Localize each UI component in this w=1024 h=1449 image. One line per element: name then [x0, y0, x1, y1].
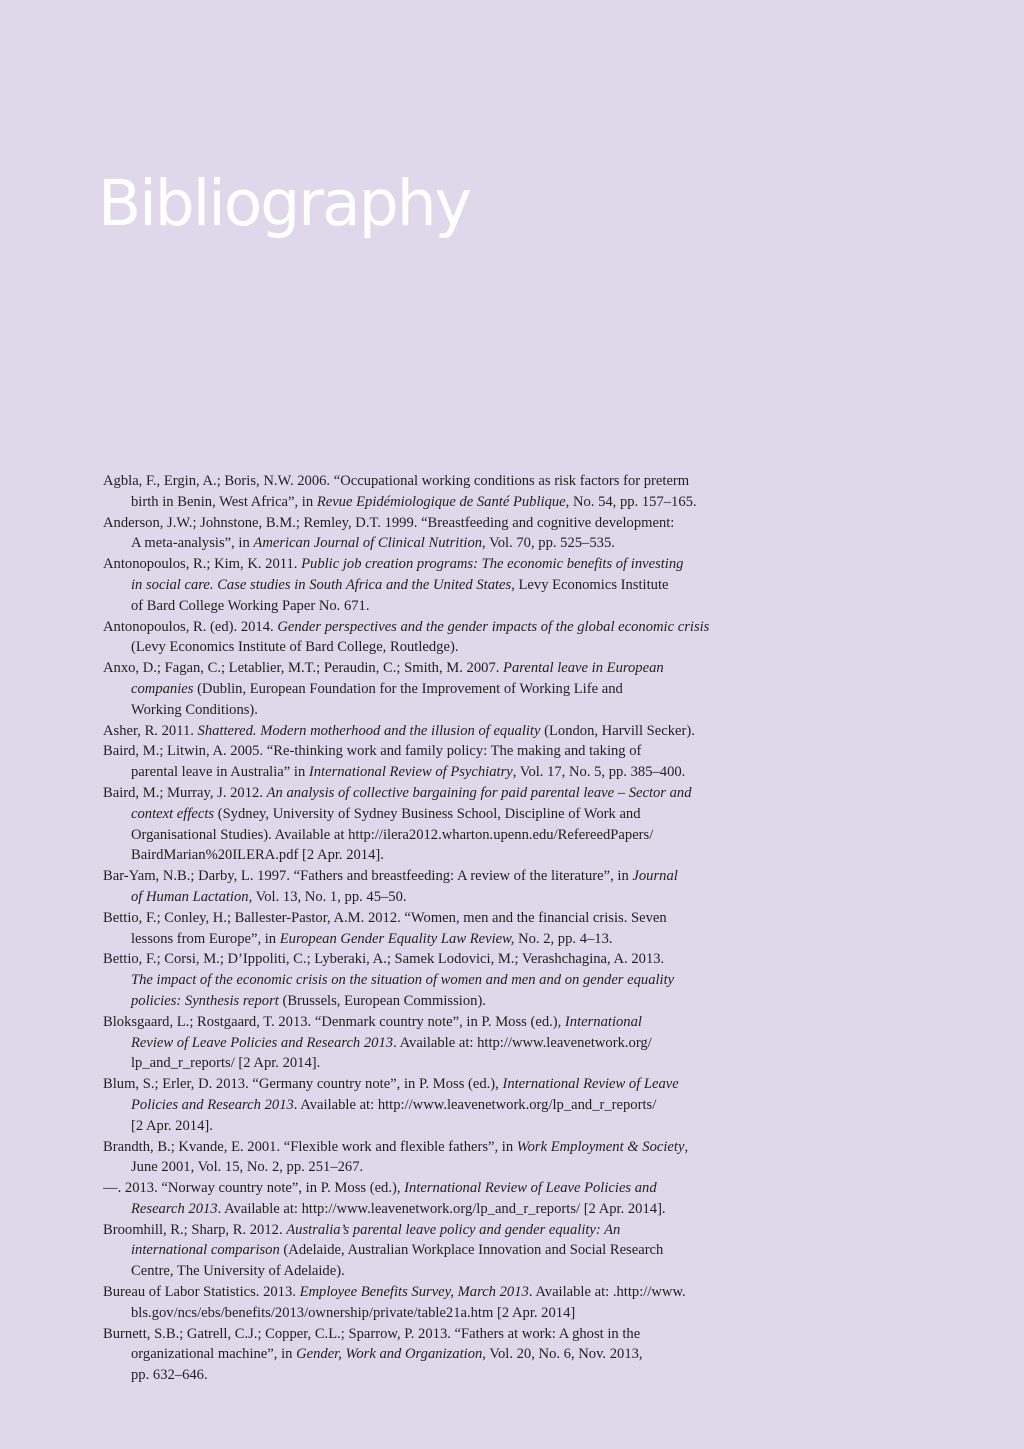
entry-line: [131, 1053, 763, 1074]
entry-text: Bureau of Labor Statistics. 2013.: [103, 1284, 300, 1301]
entry-title-text: Employee Benefits Survey, March 2013: [299, 1284, 529, 1301]
entry-text: bls.gov/ncs/ebs/benefits/2013/ownership/private/table21a.htm [2 Apr. 2014]: [131, 1304, 576, 1321]
entry-title-text: Parental leave in European: [503, 660, 664, 677]
entry-title-text: American Journal of Clinical Nutrition: [253, 535, 483, 552]
entry-line: [131, 804, 763, 825]
entry-text: , Levy Economics Institute: [511, 576, 669, 593]
bibliography-entry: [103, 783, 763, 866]
entry-text: No. 2, pp. 4–13.: [514, 930, 613, 947]
entry-line: [103, 1220, 763, 1241]
entry-line: [103, 866, 763, 887]
entry-line: [131, 1344, 763, 1365]
bibliography-entry: [103, 1137, 763, 1179]
entry-text: lessons from Europe”, in: [131, 930, 280, 947]
entry-text: Working Conditions).: [131, 701, 258, 718]
entry-text: of Bard College Working Paper No. 671.: [131, 597, 370, 614]
entry-line: [131, 1116, 763, 1137]
entry-title-text: Public job creation programs: The economic benefits of investing: [301, 556, 684, 573]
entry-text: (Dublin, European Foundation for the Improvement of Working Life and: [193, 680, 623, 697]
bibliography-entry: [103, 1074, 763, 1136]
entry-line: [131, 1157, 763, 1178]
entry-line: [131, 845, 763, 866]
entry-text: (Adelaide, Australian Workplace Innovation and Social Research: [279, 1242, 664, 1259]
entry-title-text: Gender perspectives and the gender impacts of the global economic crisis: [277, 618, 710, 635]
entry-text: Burnett, S.B.; Gatrell, C.J.; Copper, C.L.; Sparrow, P. 2013. “Fathers at work: A ghost in the: [103, 1325, 641, 1342]
entry-line: [103, 741, 763, 762]
entry-line: [103, 471, 763, 492]
entry-line: [131, 1199, 763, 1220]
entry-title-text: of Human Lactation: [131, 888, 249, 905]
entry-text: , Vol. 17, No. 5, pp. 385–400.: [512, 764, 686, 781]
entry-text: organizational machine”, in: [131, 1346, 297, 1363]
entry-text: Broomhill, R.; Sharp, R. 2012.: [103, 1221, 287, 1238]
entry-line: [131, 596, 763, 617]
bibliography-entry: [103, 1012, 763, 1074]
entry-title-text: An analysis of collective bargaining for paid parental leave – Sector and: [266, 784, 692, 801]
entry-line: [131, 637, 763, 658]
entry-text: . Available at: http://www.leavenetwork.org/lp_and_r_reports/: [293, 1096, 657, 1113]
entry-text: Blum, S.; Erler, D. 2013. “Germany country note”, in P. Moss (ed.),: [103, 1076, 503, 1093]
entry-line: [131, 991, 763, 1012]
entry-text: Antonopoulos, R.; Kim, K. 2011.: [103, 556, 302, 573]
bibliography-entry: [103, 617, 763, 659]
entry-title-text: Revue Epidémiologique de Santé Publique: [316, 493, 566, 510]
entry-title-text: International Review of Psychiatry: [308, 764, 513, 781]
bibliography-entry: [103, 471, 763, 513]
entry-text: Baird, M.; Murray, J. 2012.: [103, 784, 267, 801]
entry-line: [131, 762, 763, 783]
entry-text: Anderson, J.W.; Johnstone, B.M.; Remley, D.T. 1999. “Breastfeeding and cognitive development:: [103, 514, 675, 531]
entry-text: Asher, R. 2011.: [103, 722, 198, 739]
entry-title-text: context effects: [131, 805, 215, 822]
entry-text: (London, Harvill Secker).: [540, 722, 695, 739]
entry-text: (Sydney, University of Sydney Business School, Discipline of Work and: [214, 805, 641, 822]
entry-text: . Available at: .http://www.: [528, 1284, 686, 1301]
bibliography-entry: [103, 658, 763, 720]
entry-title-text: International Review of Leave Policies and: [404, 1180, 657, 1197]
entry-line: [131, 679, 763, 700]
entry-line: [131, 700, 763, 721]
entry-line: [103, 513, 763, 534]
bibliography-entry: [103, 866, 763, 908]
bibliography-entry: [103, 513, 763, 555]
page-title: Bibliography: [98, 167, 470, 240]
entry-text: Bloksgaard, L.; Rostgaard, T. 2013. “Denmark country note”, in P. Moss (ed.),: [103, 1013, 565, 1030]
entry-title-text: Research 2013: [131, 1200, 218, 1217]
bibliography-entry: [103, 1282, 763, 1324]
entry-text: —. 2013. “Norway country note”, in P. Moss (ed.),: [103, 1180, 405, 1197]
entry-text: lp_and_r_reports/ [2 Apr. 2014].: [131, 1055, 321, 1072]
entry-line: [103, 1282, 763, 1303]
entry-text: [2 Apr. 2014].: [131, 1117, 213, 1134]
entry-text: . Available at: http://www.leavenetwork.org/: [393, 1034, 652, 1051]
entry-line: [103, 949, 763, 970]
entry-line: [103, 908, 763, 929]
entry-line: [131, 1095, 763, 1116]
entry-line: [131, 1365, 763, 1386]
entry-line: [103, 1178, 763, 1199]
bibliography-entry: [103, 949, 763, 1011]
entry-line: [103, 1324, 763, 1345]
entry-title-text: The impact of the economic crisis on the situation of women and men and on gender equality: [131, 972, 675, 989]
entry-line: [131, 887, 763, 908]
entry-text: . Available at: http://www.leavenetwork.org/lp_and_r_reports/ [2 Apr. 2014].: [217, 1200, 666, 1217]
entry-line: [131, 575, 763, 596]
entry-line: [131, 1033, 763, 1054]
entry-line: [131, 1261, 763, 1282]
entry-line: [131, 1303, 763, 1324]
entry-text: BairdMarian%20ILERA.pdf [2 Apr. 2014].: [131, 847, 384, 864]
entry-line: [103, 554, 763, 575]
entry-text: A meta-analysis”, in: [131, 535, 254, 552]
entry-text: , Vol. 70, pp. 525–535.: [482, 535, 615, 552]
entry-text: Anxo, D.; Fagan, C.; Letablier, M.T.; Peraudin, C.; Smith, M. 2007.: [103, 660, 504, 677]
entry-title-text: International: [564, 1013, 642, 1030]
entry-line: [103, 1074, 763, 1095]
bibliography-entry: [103, 1178, 763, 1220]
entry-line: [103, 783, 763, 804]
entry-title-text: European Gender Equality Law Review,: [279, 930, 515, 947]
bibliography-entry: [103, 1324, 763, 1386]
entry-title-text: international comparison: [131, 1242, 280, 1259]
entry-text: parental leave in Australia” in: [131, 764, 309, 781]
entry-text: Agbla, F., Ergin, A.; Boris, N.W. 2006. “Occupational working conditions as risk factors for preterm: [103, 473, 690, 489]
entry-text: Bar-Yam, N.B.; Darby, L. 1997. “Fathers and breastfeeding: A review of the literature”, in: [103, 868, 633, 885]
entry-text: (Brussels, European Commission).: [278, 992, 486, 1009]
entry-text: , No. 54, pp. 157–165.: [565, 493, 697, 510]
entry-title-text: companies: [131, 680, 194, 697]
entry-title-text: Gender, Work and Organization: [296, 1346, 483, 1363]
entry-text: June 2001, Vol. 15, No. 2, pp. 251–267.: [131, 1159, 364, 1176]
entry-line: [131, 970, 763, 991]
entry-line: [131, 1240, 763, 1261]
bibliography-entry: [103, 741, 763, 783]
entry-title-text: Work Employment & Society: [516, 1138, 685, 1155]
entry-line: [103, 1012, 763, 1033]
entry-line: [131, 929, 763, 950]
entry-text: Bettio, F.; Conley, H.; Ballester-Pastor, A.M. 2012. “Women, men and the financial crisis. Seven: [103, 909, 667, 926]
entry-text: Centre, The University of Adelaide).: [131, 1263, 345, 1280]
entry-title-text: Journal: [632, 868, 678, 885]
bibliography-entry: [103, 908, 763, 950]
entry-text: , Vol. 20, No. 6, Nov. 2013,: [482, 1346, 643, 1363]
bibliography-entry: [103, 1220, 763, 1282]
entry-text: , Vol. 13, No. 1, pp. 45–50.: [248, 888, 407, 905]
entry-text: Organisational Studies). Available at http://ilera2012.wharton.upenn.edu/RefereedPapers/: [131, 826, 654, 843]
entry-text: Antonopoulos, R. (ed). 2014.: [103, 618, 278, 635]
entry-line: [131, 533, 763, 554]
entry-line: [103, 658, 763, 679]
entry-title-text: Review of Leave Policies and Research 2013: [131, 1034, 394, 1051]
entry-title-text: Shattered. Modern motherhood and the illusion of equality: [197, 722, 541, 739]
entry-text: pp. 632–646.: [131, 1367, 208, 1384]
entry-title-text: in social care. Case studies in South Africa and the United States: [131, 576, 512, 593]
entry-line: [103, 721, 763, 742]
entry-line: [131, 492, 763, 513]
entry-title-text: International Review of Leave: [502, 1076, 679, 1093]
entry-text: Brandth, B.; Kvande, E. 2001. “Flexible work and flexible fathers”, in: [103, 1138, 517, 1155]
entry-text: Baird, M.; Litwin, A. 2005. “Re-thinking work and family policy: The making and taking of: [103, 743, 642, 760]
entry-text: (Levy Economics Institute of Bard College, Routledge).: [131, 639, 459, 656]
bibliography-list: [103, 471, 763, 1386]
entry-text: birth in Benin, West Africa”, in: [131, 493, 317, 510]
entry-line: [103, 1137, 763, 1158]
entry-text: Bettio, F.; Corsi, M.; D’Ippoliti, C.; Lyberaki, A.; Samek Lodovici, M.; Verashchagina, A. 2013.: [103, 951, 665, 968]
bibliography-entry: [103, 721, 763, 742]
entry-text: ,: [684, 1138, 689, 1155]
entry-title-text: Australia’s parental leave policy and gender equality: An: [286, 1221, 621, 1238]
entry-line: [131, 825, 763, 846]
entry-title-text: Policies and Research 2013: [131, 1096, 294, 1113]
entry-title-text: policies: Synthesis report: [131, 992, 279, 1009]
bibliography-entry: [103, 554, 763, 616]
entry-line: [103, 617, 763, 638]
